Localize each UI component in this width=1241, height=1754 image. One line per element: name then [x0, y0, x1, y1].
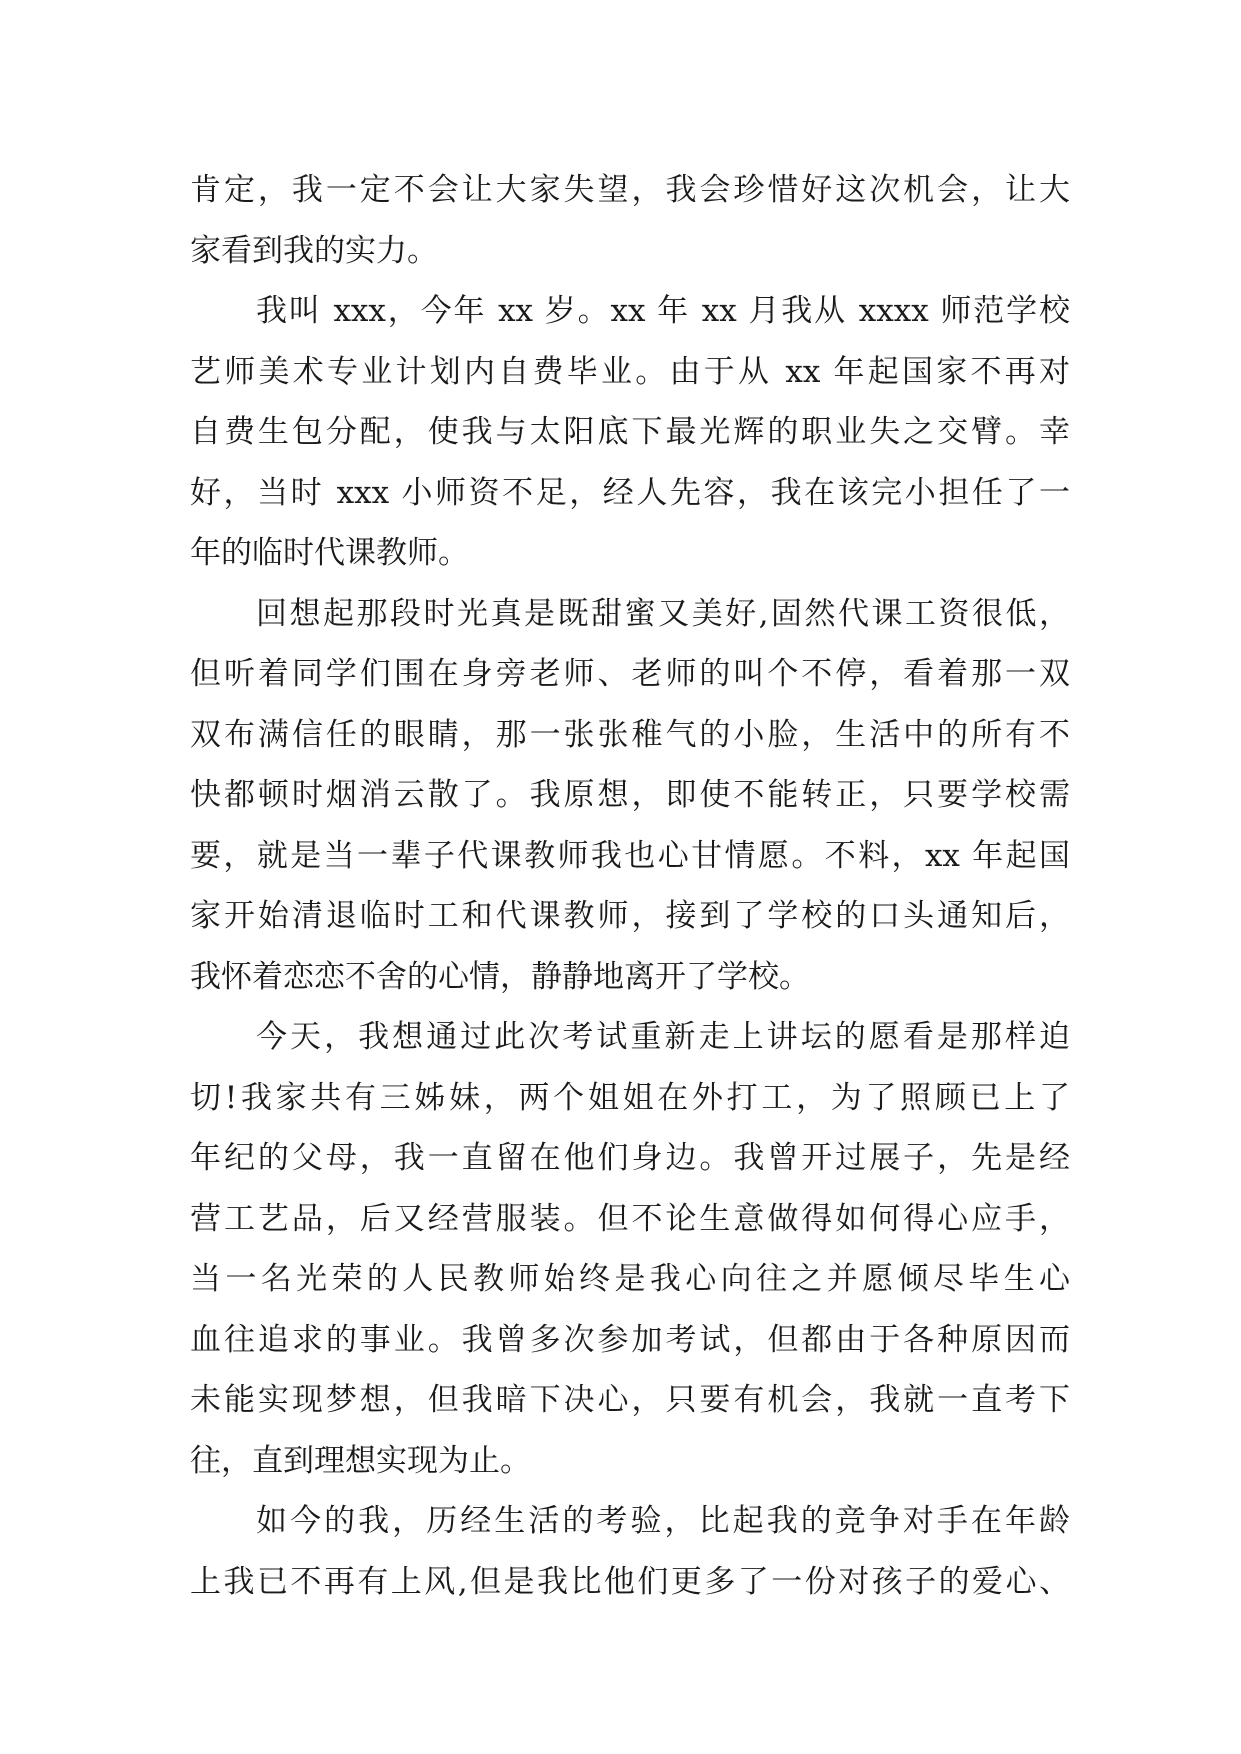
- text-line: 我怀着恋恋不舍的心情，静静地离开了学校。: [190, 958, 810, 995]
- paragraph-first-line: 今天，我想通过此次考试重新走上讲坛的愿看是那样迫: [256, 1019, 1070, 1055]
- text-line: 家开始清退临时工和代课教师，接到了学校的口头通知后，: [190, 898, 1070, 934]
- text-line: 切!我家共有三姊妹，两个姐姐在外打工，为了照顾已上了: [190, 1079, 1070, 1116]
- text-line: 家看到我的实力。: [190, 232, 438, 269]
- text-line: 血往追求的事业。我曾多次参加考试，但都由于各种原因而: [190, 1321, 1070, 1358]
- paragraph-first-line: 回想起那段时光真是既甜蜜又美好,固然代课工资很低，: [256, 595, 1070, 632]
- text-line: 年纪的父母，我一直留在他们身边。我曾开过展子，先是经: [190, 1140, 1070, 1176]
- text-line: 双布满信任的眼睛，那一张张稚气的小脸，生活中的所有不: [190, 716, 1070, 753]
- text-line: 年的临时代课教师。: [190, 535, 469, 571]
- text-line: 艺师美术专业计划内自费毕业。由于从 xx 年起国家不再对: [190, 353, 1070, 390]
- text-line: 但听着同学们围在身旁老师、老师的叫个不停，看着那一双: [190, 656, 1070, 692]
- paragraph-first-line: 我叫 xxx，今年 xx 岁。xx 年 xx 月我从 xxxx 师范学校: [256, 293, 1070, 329]
- text-line: 快都顿时烟消云散了。我原想，即使不能转正，只要学校需: [190, 777, 1070, 813]
- text-line: 未能实现梦想，但我暗下决心，只要有机会，我就一直考下: [190, 1382, 1070, 1418]
- text-line: 上我已不再有上风,但是我比他们更多了一份对孩子的爱心、: [190, 1563, 1070, 1600]
- text-line: 要，就是当一辈子代课教师我也心甘情愿。不料，xx 年起国: [190, 837, 1070, 874]
- text-line: 当一名光荣的人民教师始终是我心向往之并愿倾尽毕生心: [190, 1261, 1070, 1297]
- paragraph-first-line: 如今的我，历经生活的考验，比起我的竞争对手在年龄: [256, 1503, 1070, 1539]
- text-line: 往，直到理想实现为止。: [190, 1442, 531, 1479]
- text-line: 好，当时 xxx 小师资不足，经人先容，我在该完小担任了一: [190, 474, 1070, 511]
- text-line: 自费生包分配，使我与太阳底下最光辉的职业失之交臂。幸: [190, 414, 1070, 450]
- document-body: [190, 160, 1070, 1612]
- text-line: 肯定，我一定不会让大家失望，我会珍惜好这次机会，让大: [190, 172, 1070, 208]
- text-line: 营工艺品，后又经营服装。但不论生意做得如何得心应手，: [190, 1200, 1070, 1237]
